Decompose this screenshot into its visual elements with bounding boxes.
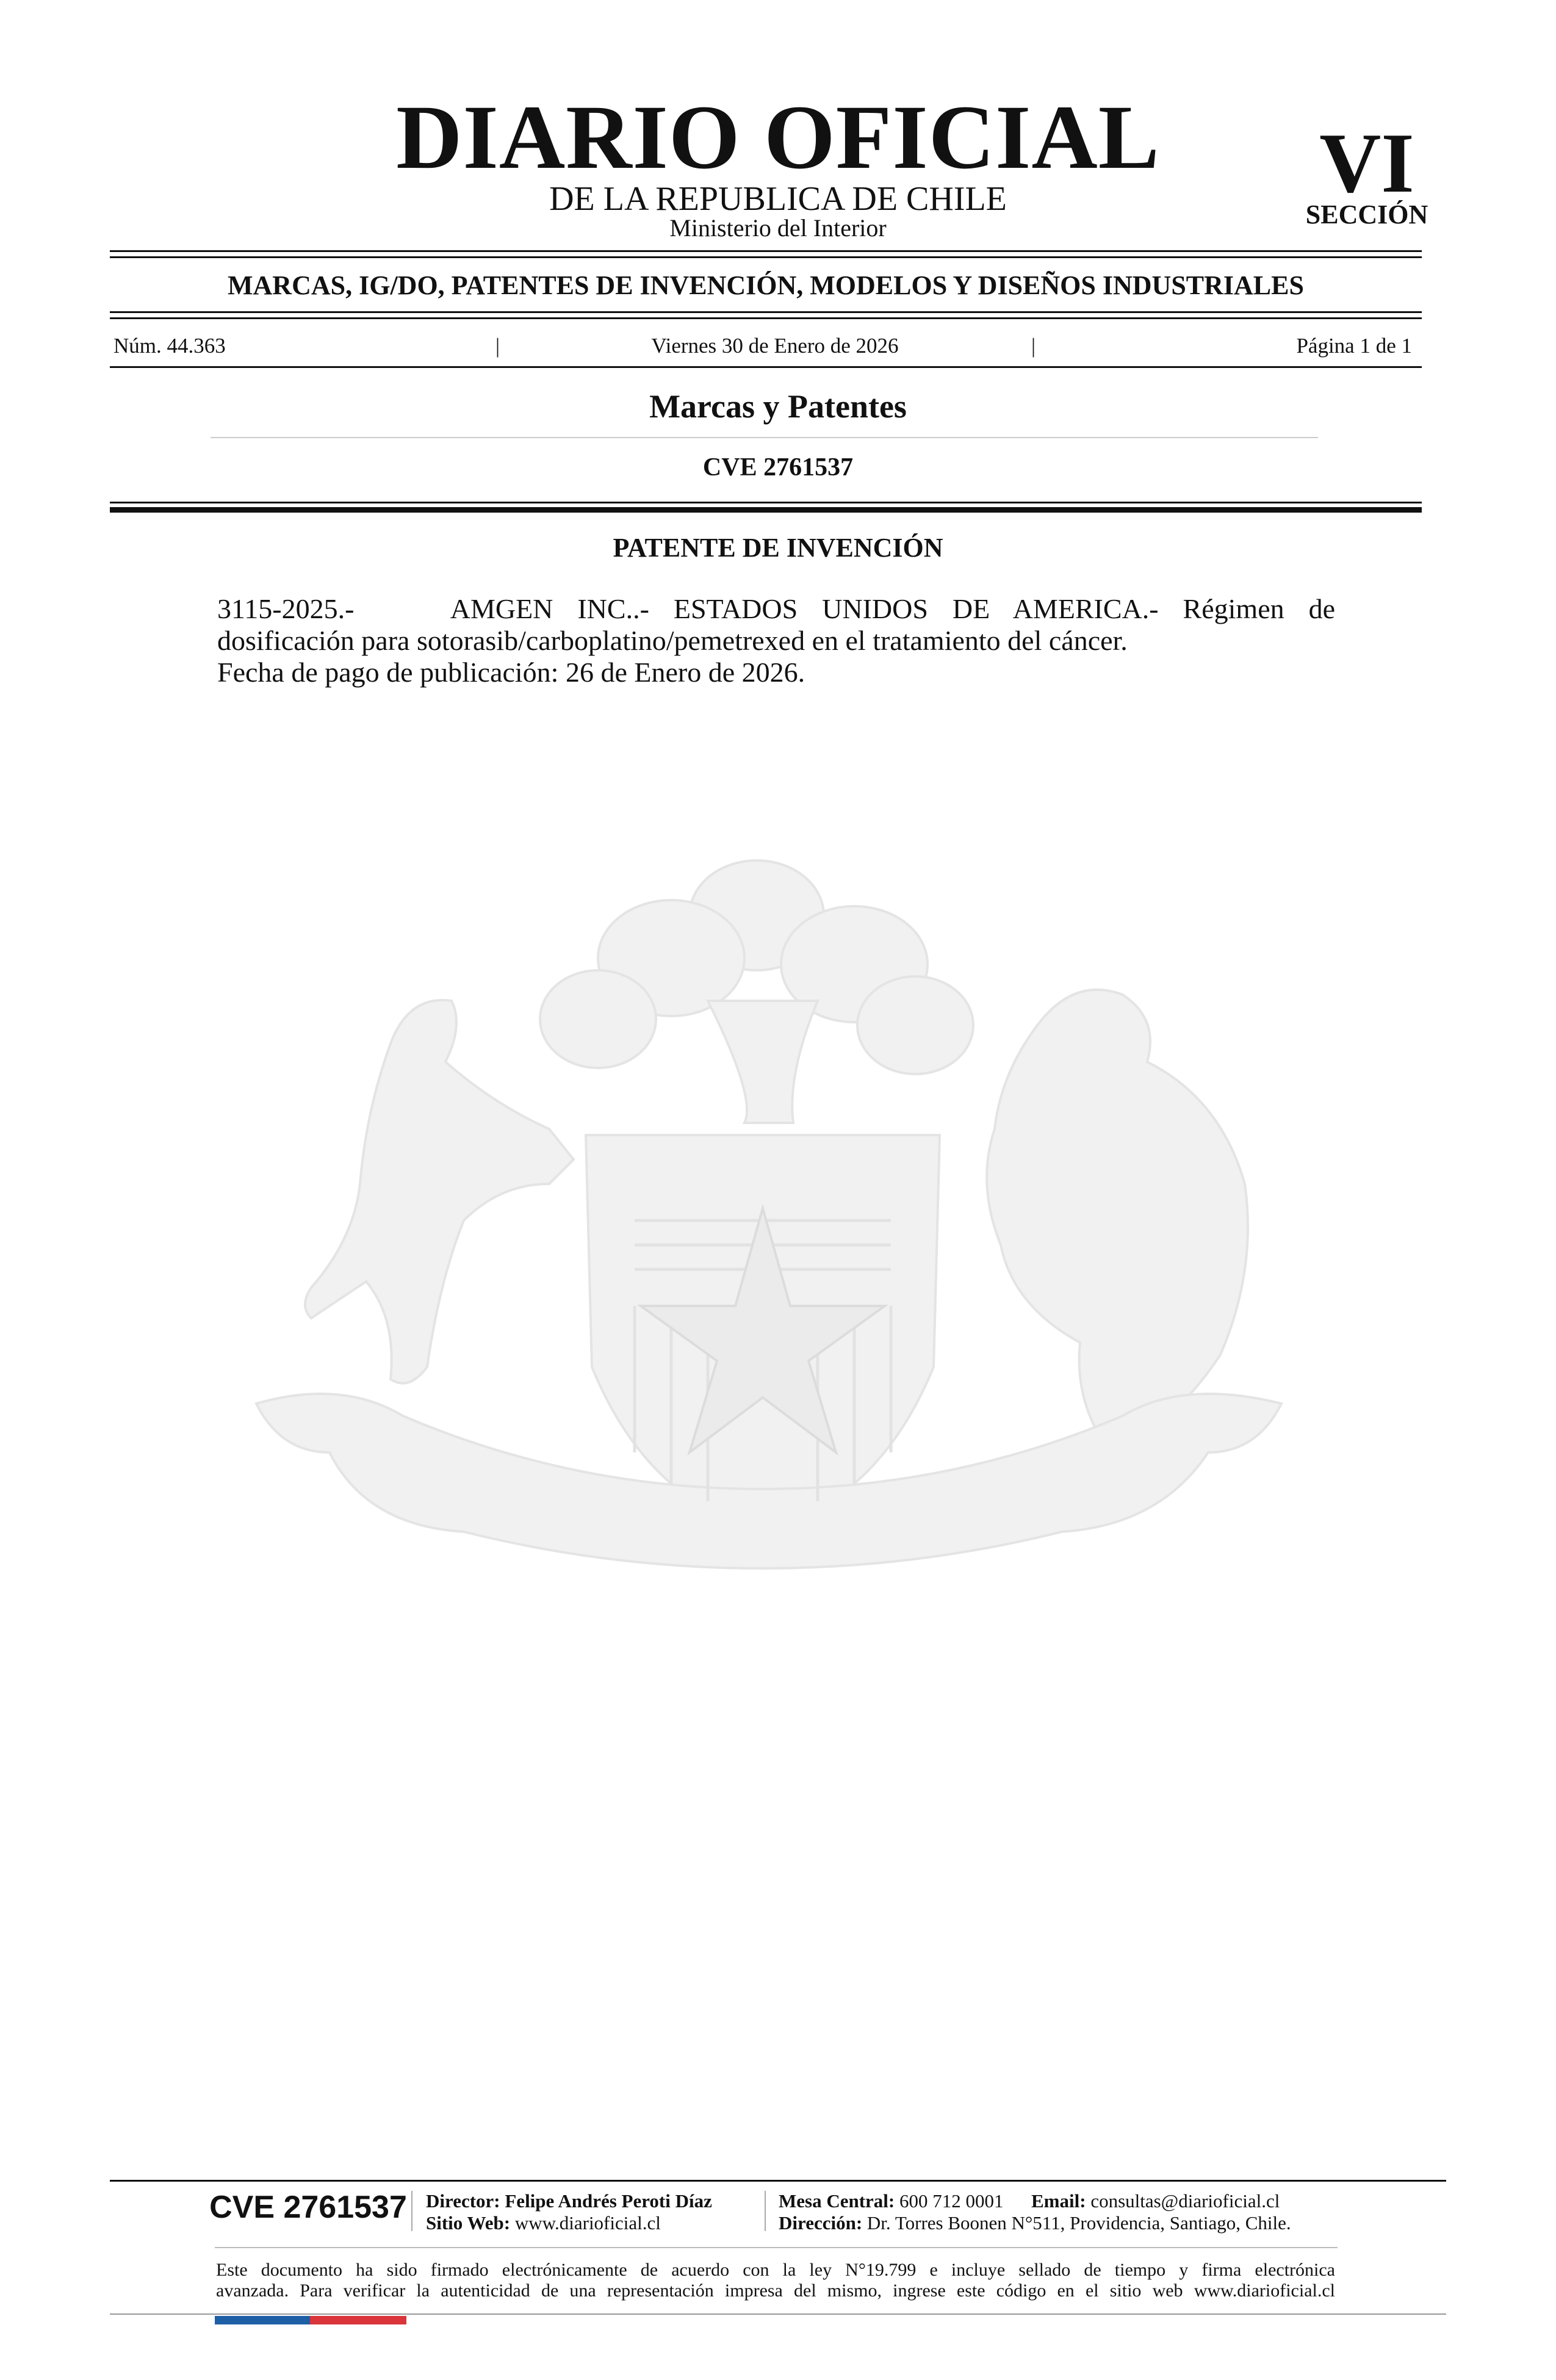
website-label: Sitio Web: <box>426 2212 511 2234</box>
notice-entry-line: dosificación para sotorasib/carboplatino/pemetrexed en el tratamiento del cáncer. <box>217 625 1128 656</box>
issue-separator: | <box>1031 334 1036 358</box>
email-label: Email: <box>1031 2190 1086 2212</box>
issue-date: Viernes 30 de Enero de 2026 <box>651 334 899 358</box>
footer-rule <box>110 2180 1446 2182</box>
cve-code: CVE 2761537 <box>702 453 854 481</box>
issue-separator: | <box>495 334 500 358</box>
cve-rule-thick <box>110 507 1422 513</box>
footer-cve-code: CVE 2761537 <box>209 2190 407 2225</box>
category-rule-top <box>110 311 1422 313</box>
footer-contact <box>779 2191 1280 2212</box>
footer-website <box>426 2213 661 2234</box>
website-link[interactable]: www.diarioficial.cl <box>514 2212 661 2234</box>
category-heading: MARCAS, IG/DO, PATENTES DE INVENCIÓN, MODELOS Y DISEÑOS INDUSTRIALES <box>228 270 1304 300</box>
masthead-subtitle: DE LA REPUBLICA DE CHILE <box>549 180 1007 218</box>
address-value: Dr. Torres Boonen N°511, Providencia, Santiago, Chile. <box>866 2212 1291 2234</box>
subsection-title: Marcas y Patentes <box>649 388 907 425</box>
phone-label: Mesa Central: <box>779 2190 895 2212</box>
email-link[interactable]: consultas@diarioficial.cl <box>1090 2190 1280 2212</box>
footer-address <box>779 2213 1291 2234</box>
director-label: Director: <box>426 2190 500 2212</box>
address-label: Dirección: <box>779 2212 863 2234</box>
subsection-rule <box>211 437 1318 438</box>
issue-number: Núm. 44.363 <box>113 334 226 358</box>
notice-title: PATENTE DE INVENCIÓN <box>613 533 943 563</box>
masthead-rule-top <box>110 250 1422 252</box>
cve-rule-thin <box>110 502 1422 503</box>
footer-divider <box>411 2191 412 2231</box>
issue-page: Página 1 de 1 <box>1296 334 1412 358</box>
footer-legal-text: avanzada. Para verificar la autenticidad de una representación impresa del mismo, ingrese este código en el sitio web www.diarioficial.cl <box>216 2281 1335 2301</box>
footer-bottom-rule <box>110 2313 1446 2315</box>
footer-director <box>426 2191 712 2212</box>
director-value: Felipe Andrés Peroti Díaz <box>505 2190 712 2212</box>
footer-flag-red <box>310 2316 406 2324</box>
section-label: SECCIÓN <box>1305 200 1428 229</box>
footer-divider <box>765 2191 766 2231</box>
issue-rule <box>110 366 1422 368</box>
section-number: VI <box>1319 116 1414 211</box>
notice-entry-line: 3115-2025.- AMGEN INC..- ESTADOS UNIDOS DE AMERICA.- Régimen de <box>217 593 1335 624</box>
footer-legal-text: Este documento ha sido firmado electrónicamente de acuerdo con la ley N°19.799 e incluye sellado de tiempo y firma electrónica <box>216 2260 1335 2280</box>
coat-of-arms-watermark <box>207 842 1342 1672</box>
category-rule-bottom <box>110 317 1422 319</box>
notice-payment-date: Fecha de pago de publicación: 26 de Enero de 2026. <box>217 657 805 688</box>
footer-flag-blue <box>215 2316 310 2324</box>
masthead-ministry: Ministerio del Interior <box>669 214 887 242</box>
footer-inner-rule <box>215 2247 1338 2248</box>
masthead-title: DIARIO OFICIAL <box>396 87 1160 188</box>
phone-value: 600 712 0001 <box>899 2190 1004 2212</box>
masthead-rule-bottom <box>110 256 1422 258</box>
